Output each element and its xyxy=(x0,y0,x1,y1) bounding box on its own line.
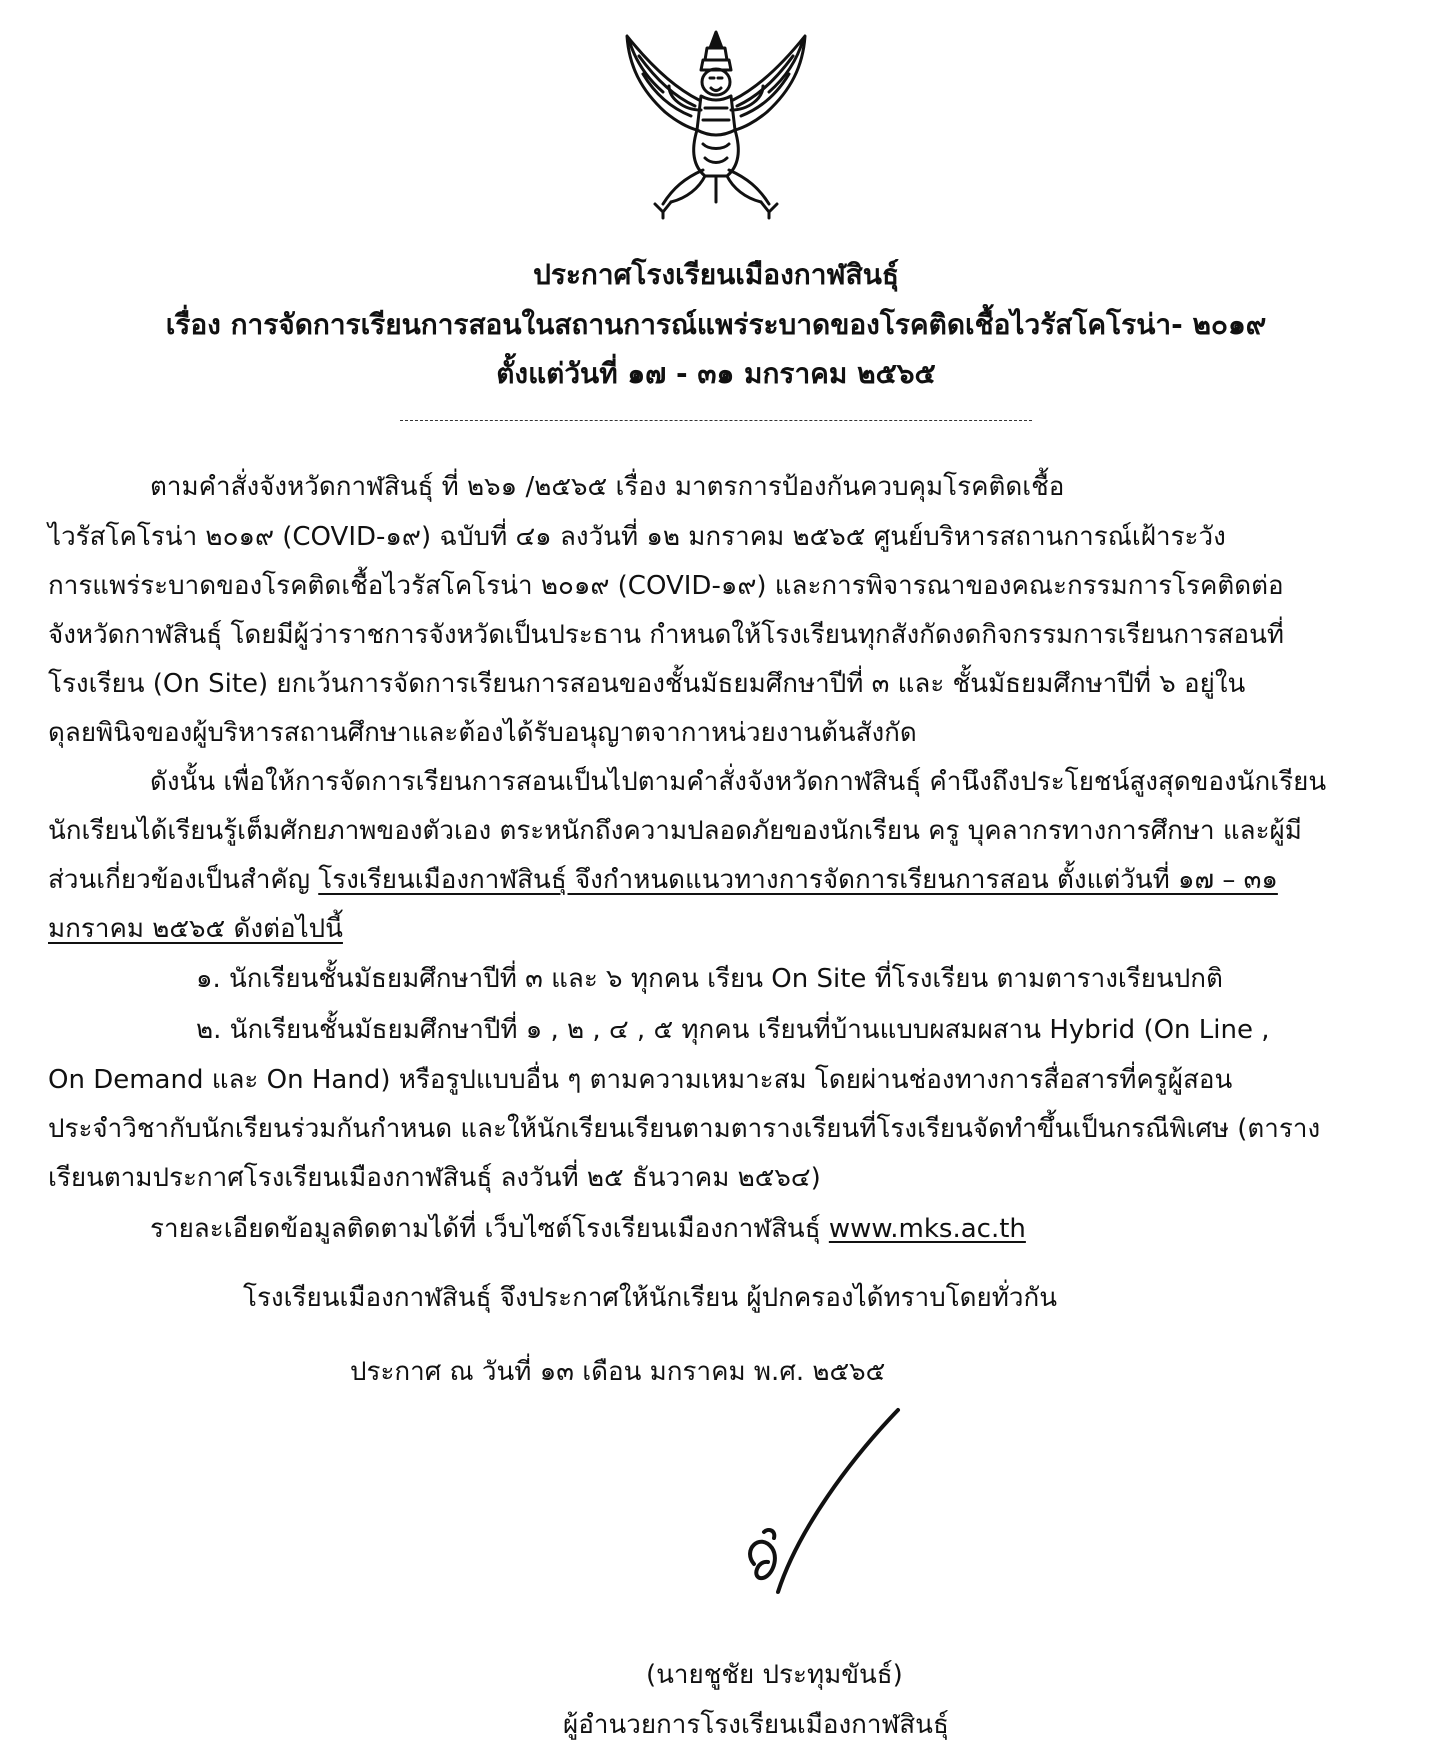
paragraph-2-line-3 xyxy=(48,863,1278,897)
details-line xyxy=(150,1212,1026,1246)
closing-statement: โรงเรียนเมืองกาฬสินธุ์ จึงประกาศให้นักเรียน ผู้ปกครองได้ทราบโดยทั่วกัน xyxy=(243,1283,1058,1313)
paragraph-2-line-4-underlined: มกราคม ๒๕๖๕ ดังต่อไปนี้ xyxy=(48,914,343,944)
paragraph-1-line-1: ตามคำสั่งจังหวัดกาฬสินธุ์ ที่ ๒๖๑ /๒๕๖๕ เรื่อง มาตรการป้องกันควบคุมโรคติดเชื้อ xyxy=(150,472,1065,502)
list-item-1: ๑. นักเรียนชั้นมัธยมศึกษาปีที่ ๓ และ ๖ ทุกคน เรียน On Site ที่โรงเรียน ตามตารางเรียนปกติ xyxy=(196,964,1223,994)
details-text: รายละเอียดข้อมูลติดตามได้ที่ เว็บไซต์โรงเรียนเมืองกาฬสินธุ์ xyxy=(150,1214,829,1244)
paragraph-2-line-1: ดังนั้น เพื่อให้การจัดการเรียนการสอนเป็นไปตามคำสั่งจังหวัดกาฬสินธุ์ คำนึงถึงประโยชน์สูงสุดของนักเรียน xyxy=(150,767,1327,797)
paragraph-1-line-4: จังหวัดกาฬสินธุ์ โดยมีผู้ว่าราชการจังหวัดเป็นประธาน กำหนดให้โรงเรียนทุกสังกัดงดกิจกรรมการเรียนการสอนที่ xyxy=(48,620,1285,650)
garuda-emblem-icon xyxy=(611,26,821,222)
title-divider xyxy=(400,420,1032,421)
list-item-2-line-1: ๒. นักเรียนชั้นมัธยมศึกษาปีที่ ๑ , ๒ , ๔ , ๕ ทุกคน เรียนที่บ้านแบบผสมผสาน Hybrid (On Line , xyxy=(196,1015,1270,1045)
paragraph-2-line-3-plain: ส่วนเกี่ยวข้องเป็นสำคัญ xyxy=(48,865,319,895)
paragraph-1-line-6: ดุลยพินิจของผู้บริหารสถานศึกษาและต้องได้รับอนุญาตจากาหน่วยงานต้นสังกัด xyxy=(48,718,917,748)
paragraph-2-line-3-underlined: โรงเรียนเมืองกาฬสินธุ์ จึงกำหนดแนวทางการจัดการเรียนการสอน ตั้งแต่วันที่ ๑๗ – ๓๑ xyxy=(318,865,1278,895)
handwritten-signature xyxy=(720,1400,1020,1600)
list-item-2-line-2: On Demand และ On Hand) หรือรูปแบบอื่น ๆ ตามความเหมาะสม โดยผ่านช่องทางการสื่อสารที่ครูผู้สอน xyxy=(48,1065,1233,1095)
paragraph-1-line-3: การแพร่ระบาดของโรคติดเชื้อไวรัสโคโรน่า ๒๐๑๙ (COVID-๑๙) และการพิจารณาของคณะกรรมการโรคติดต่อ xyxy=(48,571,1284,601)
announcement-date-range: ตั้งแต่วันที่ ๑๗ - ๓๑ มกราคม ๒๕๖๕ xyxy=(496,357,936,390)
list-item-2-line-3: ประจำวิชากับนักเรียนร่วมกันกำหนด และให้นักเรียนเรียนตามตารางเรียนที่โรงเรียนจัดทำขึ้นเป็นกรณีพิเศษ (ตาราง xyxy=(48,1114,1321,1144)
signatory-position: ผู้อำนวยการโรงเรียนเมืองกาฬสินธุ์ xyxy=(563,1710,949,1740)
paragraph-1-line-5: โรงเรียน (On Site) ยกเว้นการจัดการเรียนการสอนของชั้นมัธยมศึกษาปีที่ ๓ และ ชั้นมัธยมศึกษาปีที่ ๖ อยู่ใน xyxy=(48,669,1246,699)
announcement-title: ประกาศโรงเรียนเมืองกาฬสินธุ์ xyxy=(533,258,899,291)
list-item-2-line-4: เรียนตามประกาศโรงเรียนเมืองกาฬสินธุ์ ลงวันที่ ๒๕ ธันวาคม ๒๕๖๔) xyxy=(48,1163,821,1193)
paragraph-2-line-2: นักเรียนได้เรียนรู้เต็มศักยภาพของตัวเอง ตระหนักถึงความปลอดภัยของนักเรียน ครู บุคลากรทางการศึกษา และผู้มี xyxy=(48,816,1302,846)
website-link[interactable]: www.mks.ac.th xyxy=(828,1214,1026,1244)
announcement-subject: เรื่อง การจัดการเรียนการสอนในสถานการณ์แพร่ระบาดของโรคติดเชื้อไวรัสโคโรน่า- ๒๐๑๙ xyxy=(165,308,1267,341)
signatory-name: (นายชูชัย ประทุมขันธ์) xyxy=(646,1660,903,1690)
announced-date: ประกาศ ณ วันที่ ๑๓ เดือน มกราคม พ.ศ. ๒๕๖๕ xyxy=(350,1357,886,1387)
paragraph-1-line-2: ไวรัสโคโรน่า ๒๐๑๙ (COVID-๑๙) ฉบับที่ ๔๑ ลงวันที่ ๑๒ มกราคม ๒๕๖๕ ศูนย์บริหารสถานการณ์เฝ้าระวัง xyxy=(48,522,1226,552)
